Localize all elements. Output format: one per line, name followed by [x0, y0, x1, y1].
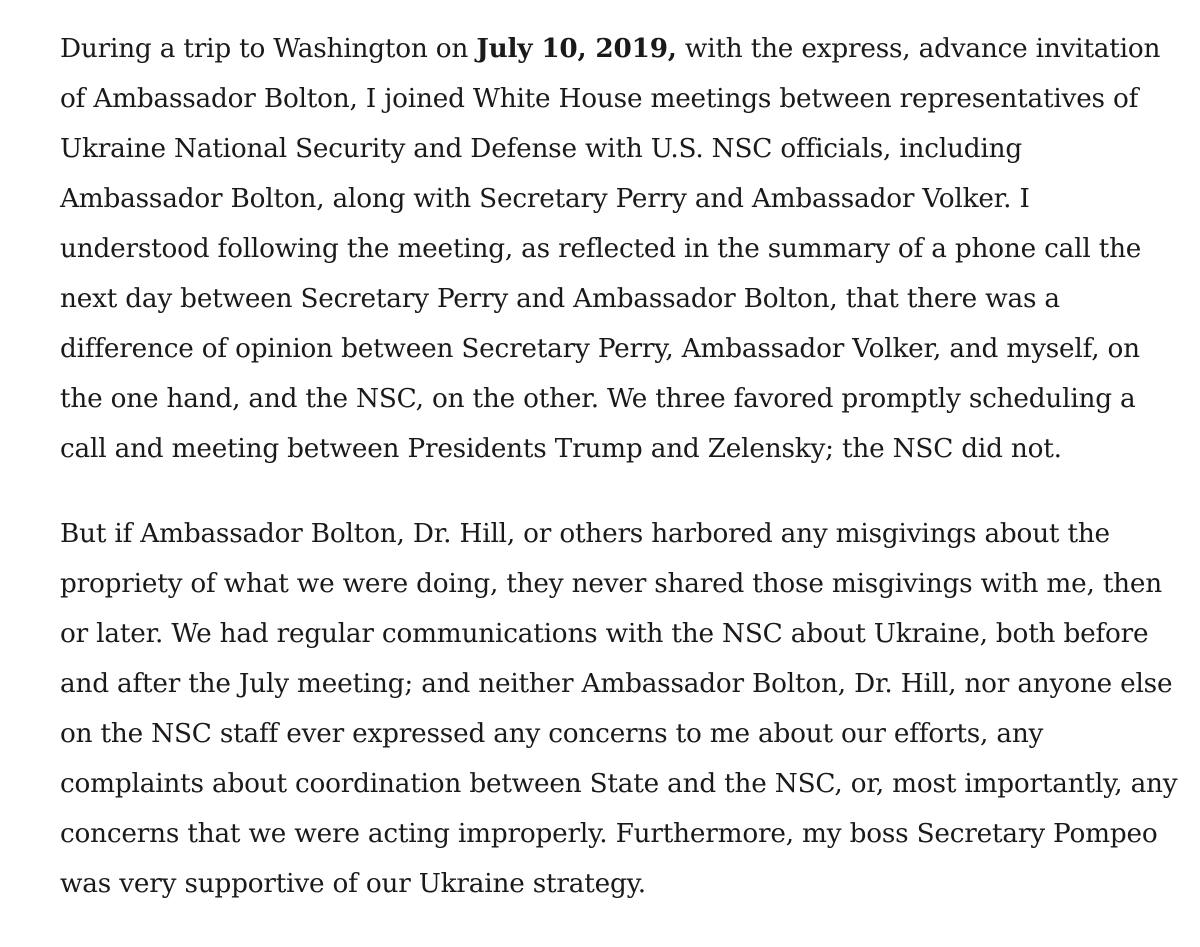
paragraph-1-body: with the express, advance invitation of Ambassador Bolton, I joined White House meetings between representatives of Ukraine National Security and Defense with U.S. NSC officials, including Ambassador Bolton, along with Secretary Perry and Ambassador Volker. I understood following the meeting, as reflected in the summary of a phone call the next day between Secretary Perry and Ambassador Bolton, that there was a difference of opinion between Secretary Perry, Ambassador Volker, and myself, on the one hand, and the NSC, on the other. We three favored promptly scheduling a call and meeting between Presidents Trump and Zelensky; the NSC did not.: [60, 34, 1161, 464]
paragraph-2: But if Ambassador Bolton, Dr. Hill, or others harbored any misgivings about the propriety of what we were doing, they never shared those misgivings with me, then or later. We had regular communications with the NSC about Ukraine, both before and after the July meeting; and neither Ambassador Bolton, Dr. Hill, nor anyone else on the NSC staff ever expressed any concerns to me about our efforts, any complaints about coordination between State and the NSC, or, most importantly, any concerns that we were acting improperly. Furthermore, my boss Secretary Pompeo was very supportive of our Ukraine strategy.: [60, 519, 1178, 899]
paragraph-1: [60, 24, 1185, 474]
article-body: [60, 24, 1185, 909]
meeting-date: July 10, 2019,: [476, 33, 677, 64]
paragraph-1-intro: During a trip to Washington on: [60, 34, 477, 64]
